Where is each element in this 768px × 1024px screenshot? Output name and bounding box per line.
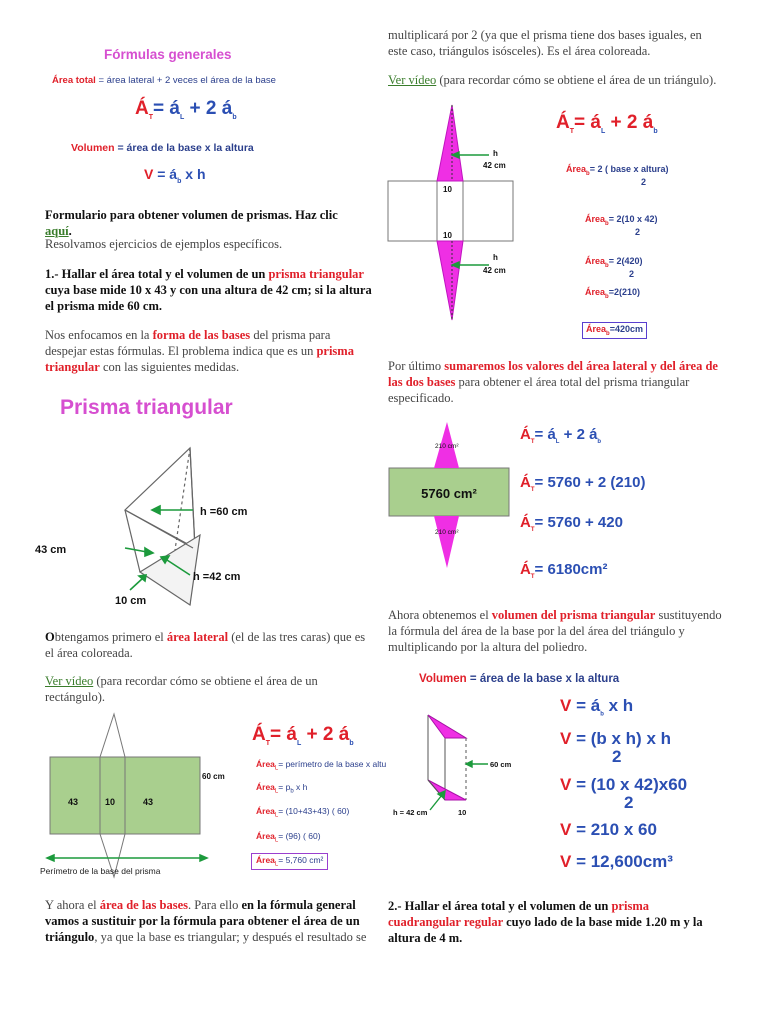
aqui-link[interactable]: aquí [45,224,69,238]
problem-2: 2.- Hallar el área total y el volumen de un prisma cuadrangular regular cuyo lado de la base mide 1.20 m y la altura de 4 m. [388,899,703,945]
volume-bottom-triangle [428,780,466,800]
multiplicara-paragraph: multiplicará por 2 (ya que el prisma tiene dos bases iguales, en este caso, triángulos isósceles). Es el área coloreada. [388,28,702,58]
vol-line-3: V = (10 x 42)x60 2 [560,775,688,812]
ahora-paragraph: Ahora obtenemos el volumen del prisma triangular sustituyendo la fórmula del área de la base por la del área del triángulo y multiplicando por la altura del poliedro. [388,608,722,654]
svg-text:10: 10 [458,808,467,817]
svg-text:60 cm: 60 cm [490,760,512,769]
ver-video-rect-paragraph: Ver vídeo (para recordar cómo se obtiene el área de un rectángulo). [45,674,318,704]
prism-figure [35,430,355,615]
vol-line-4: V = 210 x 60 [560,820,657,839]
total-line-3: $Á_T= 5760 + 420$ [520,514,623,533]
svg-text:43: 43 [143,797,154,807]
svg-text:10: 10 [443,185,452,194]
base-line-3: Área$_b$= 2(420) 2 [585,256,643,279]
base-area-net-figure [385,95,525,327]
lateral-line-1: Área$_L$= perímetro de la base x altu [256,759,387,772]
label-10: 10 cm [115,595,147,607]
prisma-triangular-title: Prisma triangular [60,396,233,419]
base-area-total-formula: $Á_T=$ $á_L + 2$ $á_b$ [556,112,658,135]
ver-video-link-rect[interactable]: Ver vídeo [45,674,94,688]
svg-text:42 cm: 42 cm [483,266,506,275]
formulas-title: Fórmulas generales [104,47,232,62]
obtengamos-paragraph: Obtengamos primero el área lateral (el de las tres caras) que es el área coloreada. [45,630,366,660]
total-line-1: $Á_T=$ $á_L + 2$ $á_b$ [520,426,602,445]
volume-title: Volumen = área de la base x la altura [419,673,620,685]
bottom-base-triangle [437,241,463,320]
svg-text:43: 43 [68,797,79,807]
svg-text:42 cm: 42 cm [483,161,506,170]
svg-text:60 cm: 60 cm [202,772,225,781]
lateral-line-2: Área$_L$= $p_b$ x h [256,782,308,795]
lateral-net-figure [40,712,250,882]
base-result-box: Área$_b$=420cm [582,322,647,339]
lateral-area-total-formula: $Á_T=$ $á_L + 2$ $á_b$ [252,724,354,747]
svg-text:210 cm²: 210 cm² [435,443,459,450]
volume-prism-figure [390,700,540,825]
label-43: 43 cm [35,544,67,556]
base-line-2: Área$_b$= 2(10 x 42) 2 [585,214,658,237]
area-total-formula: $Á_T=$ $á_L + 2$ $á_b$ [135,98,237,121]
svg-text:h: h [493,253,498,262]
svg-text:h: h [493,149,498,158]
label-h60: h =60 cm [200,506,248,518]
problem-1: 1.- Hallar el área total y el volumen de un prisma triangular cuya base mide 10 x 43 y con una altura de 42 cm; si la altura el prisma mide 60 cm. [45,267,372,313]
svg-text:10: 10 [105,797,116,807]
vol-line-1: $V = á_b$ x h [560,696,634,718]
por-ultimo-paragraph: Por último sumaremos los valores del área lateral y del área de las dos bases para obtener el área total del prisma triangular especificado. [388,359,718,405]
resolvamos-text: Resolvamos ejercicios de ejemplos específicos. [45,237,283,251]
prism-edge [125,510,140,572]
ver-video-link-tri[interactable]: Ver vídeo [388,73,437,87]
total-box-value: 5760 cm² [421,486,477,501]
enfocamos-paragraph: Nos enfocamos en la forma de las bases del prisma para despejar estas fórmulas. El problema indica que es un prisma triangular con las siguientes medidas. [45,328,354,374]
svg-text:h = 42 cm: h = 42 cm [393,808,428,817]
formulario-paragraph: Formulario para obtener volumen de prismas. Haz clic aquí. [45,208,338,238]
vol-line-5: V = 12,600cm³ [560,852,673,871]
svg-text:210 cm²: 210 cm² [435,529,459,536]
total-area-figure [385,420,515,582]
top-triangle [100,714,125,757]
base-line-4: Área$_b$=2(210) [585,287,640,300]
total-line-4: $Á_T= 6180cm^2$ [520,561,608,580]
perimetro-label: Perímetro de la base del prisma [40,866,161,876]
lateral-line-3: Área$_L$= (10+43+43) ( 60) [256,806,350,819]
prism-bottom-face [140,535,200,605]
volume-top-triangle [428,715,466,738]
y-ahora-paragraph: Y ahora el área de las bases. Para ello en la fórmula general vamos a sustituir por la fórmula para obtener el área de un triángulo, ya que la base es triangular; y después el resultado se [45,898,367,944]
vol-line-2: V = (b x h) x h 2 [560,729,672,766]
top-base-triangle [437,105,463,181]
base-line-1: Área$_b$= 2 ( base x altura) 2 [566,164,669,187]
total-bottom-triangle [434,516,459,568]
total-line-2: $Á_T= 5760 + 2$ (210) [520,474,646,493]
area-total-definition: Área total = área lateral + 2 veces el área de la base [52,75,276,86]
lateral-line-4: Área$_L$= (96) ( 60) [256,831,321,844]
svg-text:10: 10 [443,231,452,240]
label-h42: h =42 cm [193,571,241,583]
prism-top-face [125,448,195,548]
volume-definition: Volumen = área de la base x la altura [71,142,254,154]
ver-video-tri-paragraph: Ver vídeo (para recordar cómo se obtiene el área de un triángulo). [388,73,717,87]
lateral-result-box: Área$_L$= 5,760 cm² [251,853,328,870]
volume-formula: $V = á_b$ x h [144,166,206,185]
